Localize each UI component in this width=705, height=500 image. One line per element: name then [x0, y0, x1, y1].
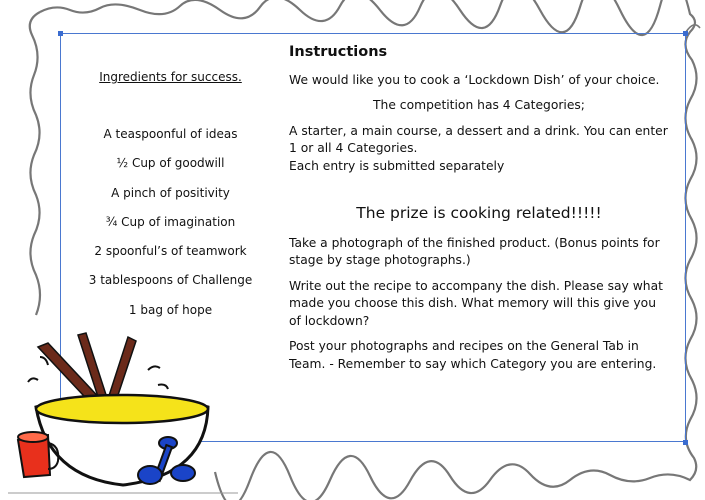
resize-handle-bottom-right[interactable] — [683, 440, 688, 445]
mixing-bowl-clipart — [8, 325, 238, 495]
post-paragraph: Post your photographs and recipes on the General Tab in Team. - Remember to say which Category you are entering. — [289, 339, 657, 371]
ingredient-item: A pinch of positivity — [111, 185, 230, 200]
categories-detail: A starter, a main course, a dessert and a drink. You can enter 1 or all 4 Categories. — [289, 123, 668, 155]
recipe-paragraph: Write out the recipe to accompany the dish. Please say what made you choose this dish. What memory will this give you of lockdown? — [289, 278, 663, 328]
separate-entry-note: Each entry is submitted separately — [289, 158, 505, 173]
resize-handle-top-left[interactable] — [58, 31, 63, 36]
categories-line: The competition has 4 Categories; — [373, 98, 585, 112]
ingredient-item: ¾ Cup of imagination — [105, 214, 236, 229]
ingredient-item: 3 tablespoons of Challenge — [88, 273, 253, 288]
ingredient-item: ½ Cup of goodwill — [116, 156, 225, 171]
ingredients-title: Ingredients for success. — [99, 70, 242, 84]
ingredient-item: A teaspoonful of ideas — [103, 127, 238, 141]
prize-heading: The prize is cooking related!!!!! — [356, 204, 602, 222]
photo-paragraph: Take a photograph of the finished product. (Bonus points for stage by stage photographs.) — [289, 235, 660, 267]
ingredient-item: 2 spoonful’s of teamwork — [94, 244, 247, 259]
instructions-column — [289, 44, 669, 373]
ingredients-column — [78, 70, 263, 329]
intro-paragraph: We would like you to cook a ‘Lockdown Dish’ of your choice. — [289, 72, 660, 87]
instructions-title: Instructions — [289, 44, 388, 60]
ingredient-item: 1 bag of hope — [128, 302, 213, 317]
resize-handle-top-right[interactable] — [683, 31, 688, 36]
